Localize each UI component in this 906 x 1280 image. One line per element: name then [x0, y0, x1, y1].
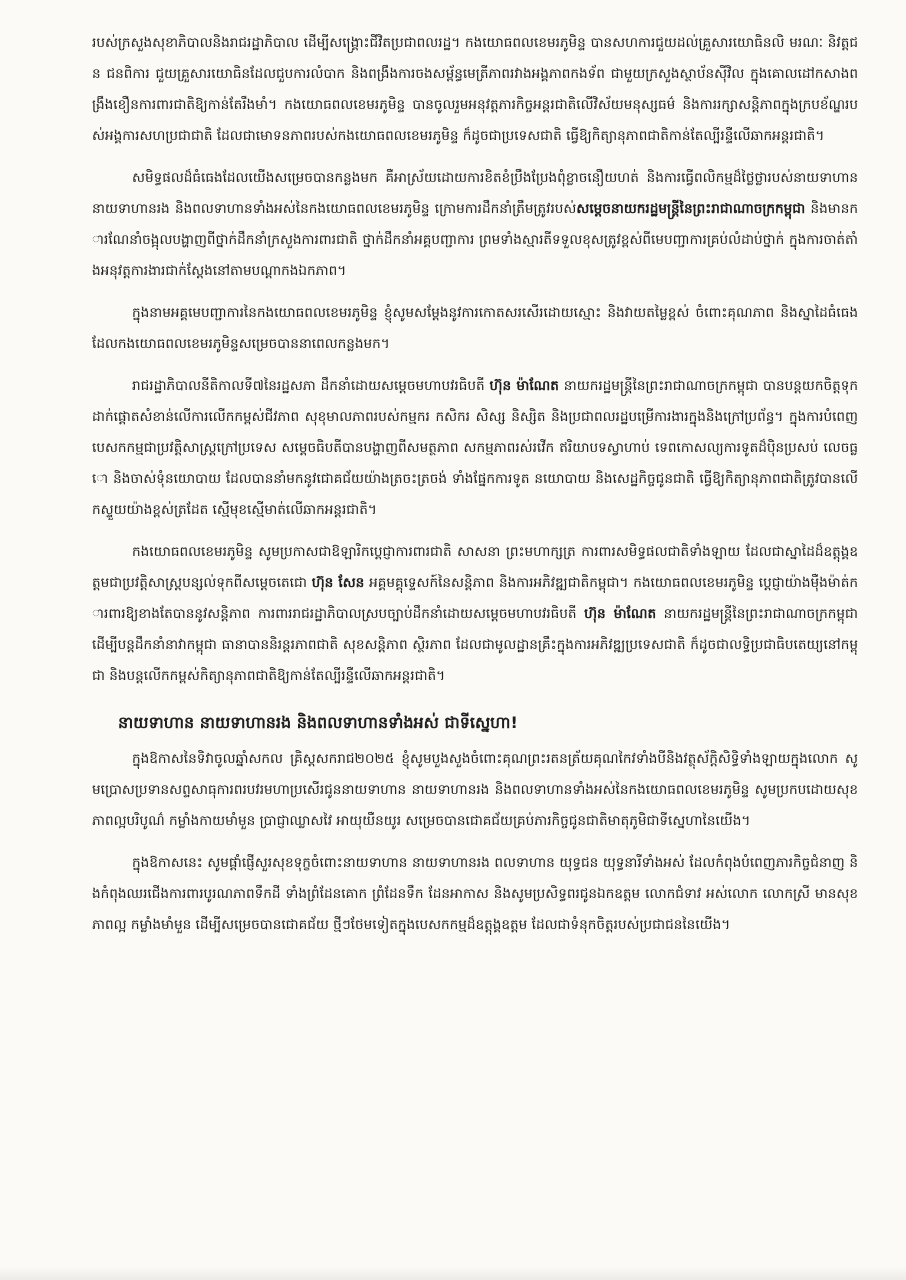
paragraph-6 [92, 744, 858, 837]
paragraph-4-text-a: រាជរដ្ឋាភិបាលនីតិកាលទី៧នៃរដ្ឋសភា ដឹកនាំដោយសម្តេចមហាបវរធិបតី [132, 378, 490, 394]
paragraph-6-text: ក្នុងឱកាសនៃទិវាចូលឆ្នាំសកល គ្រិស្តសករាជ២០២៥ ខ្ញុំសូមបួងសួងចំពោះគុណព្រះរតនត្រ័យគុណកៃវទាំងបីនិងវត្ថុស័ក្តិសិទ្ធិទាំងឡាយក្នុងលោក សូមប្រោសប្រទានសព្ទសាធុការពរបវរមហាប្រសើរជូននាយទាហាន នាយទាហានរង និងពលទាហានទាំងអស់នៃកងយោធពលខេមរភូមិន្ទ សូមប្រកបដោយសុខភាពល្អបរិបូណ៌ កម្លាំងកាយមាំមួន ប្រាជ្ញាឈ្លាសវៃ អាយុយឺនយូរ សម្រេចបានជោគជ័យគ្រប់ភារកិច្ចជូនជាតិមាតុភូមិជាទីស្នេហានៃយើង។ [92, 751, 858, 829]
paragraph-2-text-a: សមិទ្ធផលដ៏ធំធេងដែលយើងសម្រេចបានកន្លងមក គឺអាស្រ័យដោយការខិតខំប្រឹងប្រែងពុំខ្លាចនឿយហត់ និងការធ្វើពលិកម្មដ៏ថ្លៃថ្លារបស់នាយទាហាន នាយទាហានរង និងពលទាហានទាំងអស់នៃកងយោធពលខេមរភូមិន្ទ ក្រោមការដឹកនាំត្រឹមត្រូវរបស់ [92, 170, 858, 217]
paragraph-5-text-a: កងយោធពលខេមរភូមិន្ទ សូមប្រកាសជាឱឡារិកប្តេជ្ញាការពារជាតិ សាសនា ព្រះមហាក្សត្រ ការពារសមិទ្ធផលជាតិទាំងឡាយ ដែលជាស្នាដៃដ៏ឧត្តុង្គឧត្តមជាប្រវត្តិសាស្ត្របន្សល់ទុកពីសម្តេចតេជោ [92, 544, 858, 591]
paragraph-4 [92, 371, 858, 526]
paragraph-3 [92, 298, 858, 360]
paragraph-5-bold-name-2: ហ៊ុន ម៉ាណែត [584, 606, 657, 622]
paragraph-7-text: ក្នុងឱកាសនេះ សូមផ្តាំផ្ញើសួរសុខទុក្ខចំពោះនាយទាហាន នាយទាហានរង ពលទាហាន យុទ្ធជន យុទ្ធនារីទាំងអស់ ដែលកំពុងបំពេញភារកិច្ចជំនាញ និងកំពុងឈរជើងការពារបូរណភាពទឹកដី ទាំងព្រំដែនគោក ព្រំដែនទឹក ដែនអាកាស និងសូមប្រសិទ្ធពរជូនឯកឧត្តម លោកជំទាវ អស់លោក លោកស្រី មានសុខភាពល្អ កម្លាំងមាំមួន ដើម្បីសម្រេចបានជោគជ័យ ថ្មីៗថែមទៀតក្នុងបេសកកម្មដ៏ឧត្តុង្គឧត្តម ដែលជាទំនុកចិត្តរបស់ប្រជាជននៃយើង។ [92, 855, 858, 933]
paragraph-5-text-b: អគ្គមគ្គុទ្ទេសក៍នៃសន្តិភាព និងការអភិវឌ្ឍជាតិកម្ពុជា។ កងយោធពលខេមរភូមិន្ទ ប្តេជ្ញាយ៉ាងម៉ឺងម៉ាត់ការពារឱ្យខាងតែបាននូវសន្តិភាព ការពាររាជរដ្ឋាភិបាលស្របច្បាប់ដឹកនាំដោយសម្តេចមហាបវរធិបតី [92, 575, 859, 622]
paragraph-1-text: របស់ក្រសួងសុខាភិបាលនិងរាជរដ្ឋាភិបាល ដើម្បីសង្គ្រោះជីវិតប្រជាពលរដ្ឋ។ កងយោធពលខេមរភូមិន្ទ បានសហការជួយដល់គ្រួសារយោធិនលិ មរណៈ និវត្តជន ជនពិការ ជួយគ្រួសារយោធិនដែលជួបការលំបាក និងពង្រឹងការចងសម្ព័ន្ធមេត្រីភាពរវាងអង្គភាពកងទ័ព ជាមួយក្រសួងស្ថាប័នស៊ីវិល ក្នុងគោលដៅកសាងពង្រឹងខឿនការពារជាតិឱ្យកាន់តែរឹងមាំ។ កងយោធពលខេមរភូមិន្ទ បានចូលរួមអនុវត្តភារកិច្ចអន្តរជាតិលើវិស័យមនុស្សធម៌ និងការរក្សាសន្តិភាពក្នុងក្របខ័ណ្ឌរបស់អង្គការសហប្រជាជាតិ ដែលជាមោទនភាពរបស់កងយោធពលខេមរភូមិន្ទ ក៏ដូចជាប្រទេសជាតិ ធ្វើឱ្យកិត្យានុភាពជាតិកាន់តែល្បីរន្ទឺលើឆាកអន្តរជាតិ។ [92, 35, 858, 144]
paragraph-2-text-b: និងមានការណែនាំចង្អុលបង្ហាញពីថ្នាក់ដឹកនាំក្រសួងការពារជាតិ ថ្នាក់ដឹកនាំអគ្គបញ្ជាការ ព្រមទាំងស្មារតីទទួលខុសត្រូវខ្ពស់ពីមេបញ្ជាការគ្រប់លំដាប់ថ្នាក់ ក្នុងការចាត់តាំងអនុវត្តការងារជាក់ស្តែងនៅតាមបណ្តាកងឯកភាព។ [92, 201, 858, 279]
paragraph-4-text-b: នាយករដ្ឋមន្ត្រីនៃព្រះរាជាណាចក្រកម្ពុជា បានបន្តយកចិត្តទុកដាក់ផ្តោតសំខាន់លើការលើកកម្ពស់ជីវភាព សុខុមាលភាពរបស់កម្មករ កសិករ សិស្ស និស្សិត និងប្រជាពលរដ្ឋបម្រើការងារក្នុងនិងក្រៅប្រព័ន្ធ។ ក្នុងការបំពេញបេសកកម្មជាប្រវត្តិសាស្ត្រក្រៅប្រទេស សម្តេចធិបតីបានបង្ហាញពីសមត្ថភាព សកម្មភាពរស់រវើក ឥរិយាបទស្វាហាប់ ទេពកោសល្យការទូតដ៏ប៉ិនប្រសប់ លេចធ្លោ និងចាស់ទុំនយោបាយ ដែលបាននាំមកនូវជោគជ័យយ៉ាងត្រចះត្រចង់ ទាំងផ្នែកការទូត នយោបាយ និងសេដ្ឋកិច្ចជូនជាតិ ធ្វើឱ្យកិត្យានុភាពជាតិត្រូវបានលើកស្ទួយយ៉ាងខ្ពស់ត្រដែត ស្មើមុខស្មើមាត់លើឆាកអន្តរជាតិ។ [92, 378, 858, 518]
paragraph-5-bold-name-1: ហ៊ុន សែន [311, 575, 365, 591]
paragraph-5 [92, 537, 858, 692]
paragraph-2-bold-title: សម្តេចនាយករដ្ឋមន្ត្រីនៃព្រះរាជាណាចក្រកម្ពុជា [576, 201, 806, 217]
paragraph-3-text: ក្នុងនាមអគ្គមេបញ្ជាការនៃកងយោធពលខេមរភូមិន្ទ ខ្ញុំសូមសម្តែងនូវការកោតសរសើរដោយស្មោះ និងវាយតម្លៃខ្ពស់ ចំពោះគុណភាព និងស្នាដៃធំធេងដែលកងយោធពលខេមរភូមិន្ទសម្រេចបាននាពេលកន្លងមក។ [92, 305, 858, 352]
paragraph-5-text-c: នាយករដ្ឋមន្ត្រីនៃព្រះរាជាណាចក្រកម្ពុជា ដើម្បីបន្តដឹកនាំនាវាកម្ពុជា ធានាបាននិរន្តរភាពជាតិ សុខសន្តិភាព ស្ថិរភាព ដែលជាមូលដ្ឋានគ្រឹះក្នុងការអភិវឌ្ឍប្រទេសជាតិ ក៏ដូចជាលទ្ធិប្រជាធិបតេយ្យនៅកម្ពុជា និងបន្តលើកកម្ពស់កិត្យានុភាពជាតិឱ្យកាន់តែល្បីរន្ទឺលើឆាកអន្តរជាតិ។ [92, 606, 858, 684]
paragraph-7 [92, 848, 858, 941]
section-heading: នាយទាហាន នាយទាហានរង និងពលទាហានទាំងអស់ ជាទីស្នេហា! [118, 713, 518, 732]
paragraph-4-bold-name: ហ៊ុន ម៉ាណែត [489, 378, 559, 394]
paragraph-1 [92, 28, 858, 152]
paragraph-2 [92, 163, 858, 287]
